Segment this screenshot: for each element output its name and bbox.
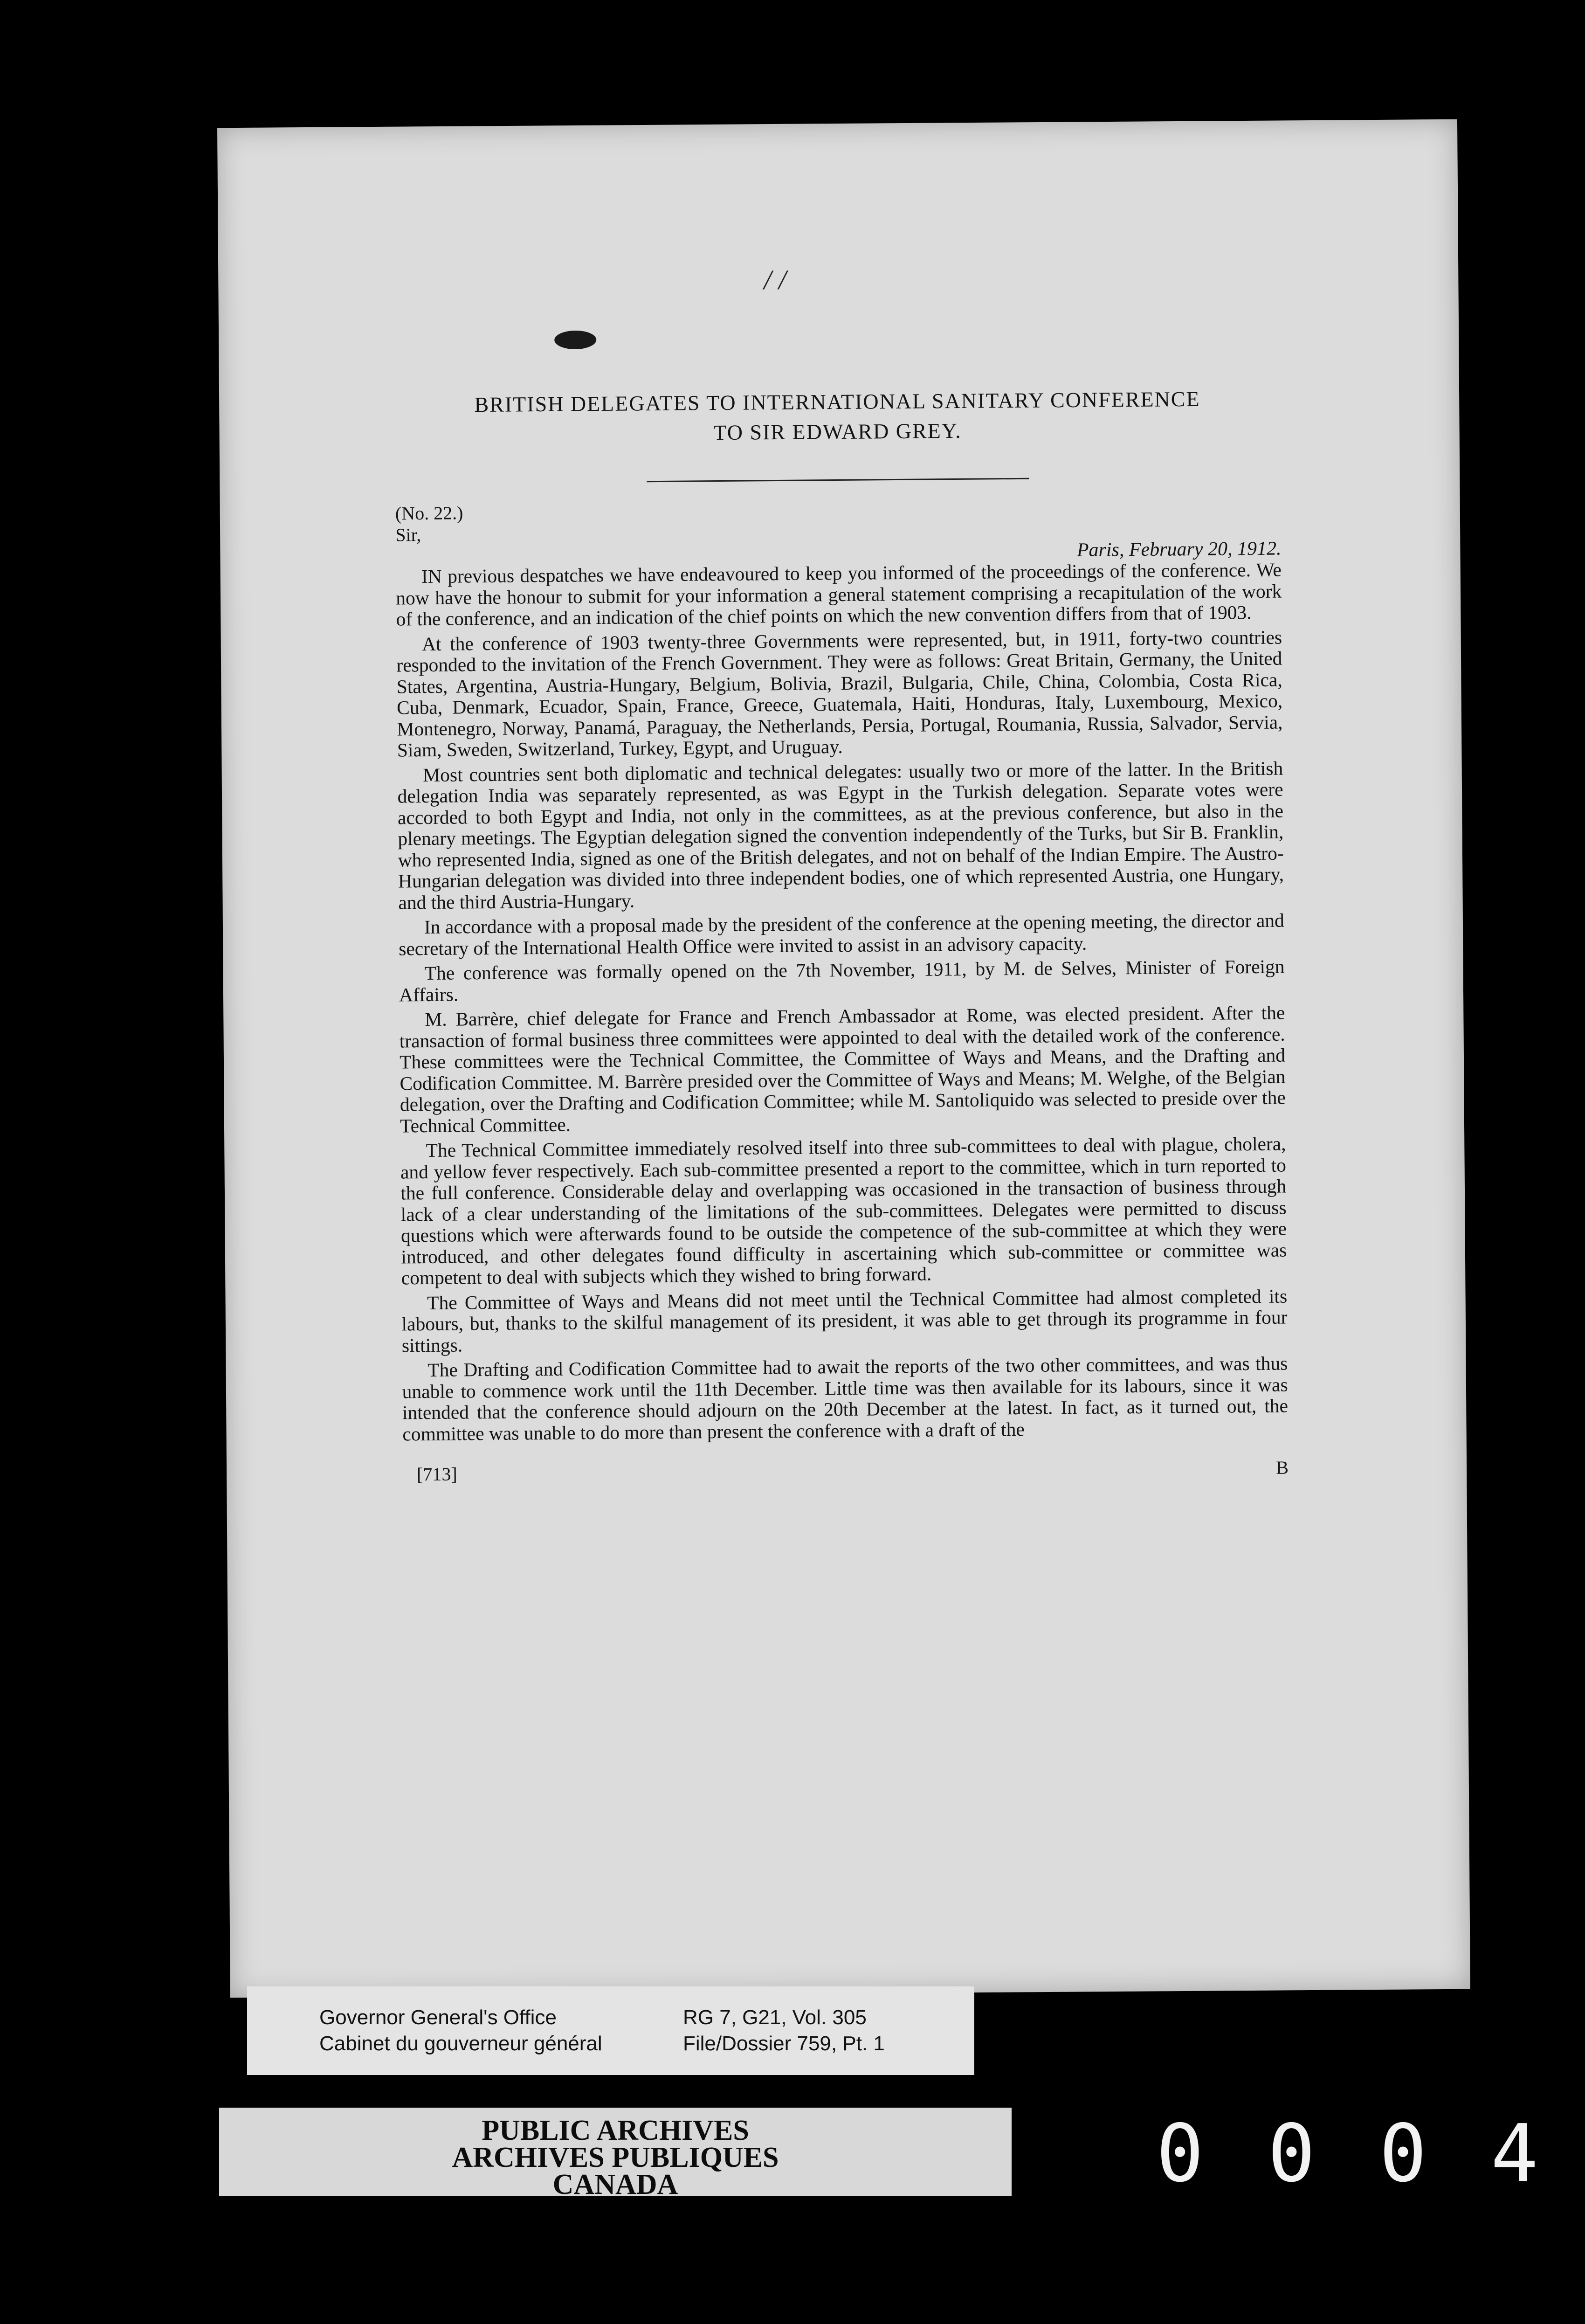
- document-title-line-1: BRITISH DELEGATES TO INTERNATIONAL SANITARY CONFERENCE: [474, 387, 1200, 417]
- paragraph: The Drafting and Codification Committee had to await the reports of the two other committees, and was thus unable to commence work until the 11th December. Little time was then available for its labours, since it was intended that the conference should adjourn on the 20th December at the latest. In fact, as it turned out, the committee was unable to do more than present the conference with a draft of the: [402, 1352, 1289, 1445]
- printer-number: [713]: [416, 1463, 457, 1485]
- dateline: Paris, February 20, 1912.: [1076, 538, 1282, 561]
- paragraph: M. Barrère, chief delegate for France and French Ambassador at Rome, was elected president. After the transaction of formal business three committees were appointed to deal with the detailed work of the conference. These committees were the Technical Committee, the Committee of Ways and Means, and the Drafting and Codification Committee. M. Barrère presided over the Committee of Ways and Means; M. Welghe, of the Belgian delegation, over the Drafting and Codification Committee; while M. Santoliquido was selected to preside over the Technical Committee.: [399, 1002, 1286, 1136]
- paragraph: In accordance with a proposal made by the president of the conference at the opening meeting, the director and secretary of the International Health Office were invited to assist in an advisory capacity.: [399, 909, 1284, 959]
- archive-label: [247, 1986, 974, 2075]
- archives-stamp-line-3: CANADA: [552, 2169, 678, 2200]
- paragraph: At the conference of 1903 twenty-three Governments were represented, but, in 1911, forty-two countries responded to the invitation of the French Government. They were as follows: Great Britain, Germany, the United States, Argentina, Austria-Hungary, Belgium, Bolivia, Brazil, Bulgaria, Chile, China, Colombia, Costa Rica, Cuba, Denmark, Ecuador, Spain, France, Greece, Guatemala, Haiti, Honduras, Italy, Luxembourg, Mexico, Montenegro, Norway, Panamá, Paraguay, the Netherlands, Persia, Portugal, Roumania, Russia, Salvador, Servia, Siam, Sweden, Switzerland, Turkey, Egypt, and Uruguay.: [396, 626, 1283, 761]
- office-english: Governor General's Office: [319, 2006, 557, 2029]
- signature-mark: B: [1276, 1457, 1289, 1478]
- title-rule: [647, 478, 1029, 482]
- paragraph: Most countries sent both diplomatic and technical delegates: usually two or more of the latter. In the British delegation India was separately represented, as was Egypt in the Turkish delegation. Separate votes were accorded to both Egypt and India, not only in the committees, as at the previous conference, but also in the plenary meetings. The Egyptian delegation signed the convention independently of the Turks, but Sir B. Franklin, who represented India, signed as one of the British delegates, and not on behalf of the Indian Empire. The Austro-Hungarian delegation was divided into three independent bodies, one of which represented Austria, one Hungary, and the third Austria-Hungary.: [397, 757, 1284, 913]
- paragraph: The conference was formally opened on the 7th November, 1911, by M. de Selves, Minister of Foreign Affairs.: [399, 955, 1285, 1005]
- paragraph: The Technical Committee immediately resolved itself into three sub-committees to deal with plague, cholera, and yellow fever respectively. Each sub-committee presented a report to the committee, which in turn reported to the full conference. Considerable delay and overlapping was occasioned in the transaction of business through lack of a clear understanding of the limitations of the sub-committees. Delegates were permitted to discuss questions which were afterwards found to be outside the competence of the sub-committee at which they were introduced, and other delegates found difficulty in ascertaining which sub-committee or committee was competent to deal with subjects which they wished to bring forward.: [400, 1133, 1287, 1289]
- salutation: Sir,: [395, 524, 421, 546]
- despatch-number: (No. 22.): [395, 502, 463, 524]
- archives-stamp: [219, 2108, 1012, 2200]
- archive-reference: [683, 2005, 885, 2057]
- document-title-line-2: TO SIR EDWARD GREY.: [713, 418, 962, 445]
- document-text: [394, 384, 1289, 1486]
- archive-office: [319, 2005, 674, 2057]
- pencil-marks: / /: [764, 264, 786, 296]
- paragraph: IN previous despatches we have endeavoured to keep you informed of the proceedings of the conference. We now have the honour to submit for your information a general statement comprising a recapitulation of the work of the conference, and an indication of the chief points on which the new convention differs from that of 1903.: [396, 559, 1282, 630]
- frame-number: [1156, 2108, 1538, 2200]
- paragraph: The Committee of Ways and Means did not meet until the Technical Committee had almost completed its labours, but, thanks to the skilful management of its president, it was able to get through its programme in four sittings.: [401, 1285, 1288, 1356]
- punch-hole: [554, 331, 596, 350]
- frame-digit: 0: [1379, 2108, 1427, 2200]
- office-french: Cabinet du gouverneur général: [319, 2032, 602, 2055]
- frame-digit: 0: [1268, 2108, 1316, 2200]
- frame-digit: 0: [1156, 2108, 1204, 2200]
- file-dossier: File/Dossier 759, Pt. 1: [683, 2032, 885, 2055]
- frame-digit: 4: [1490, 2108, 1538, 2200]
- record-group: RG 7, G21, Vol. 305: [683, 2006, 867, 2029]
- archives-stamp-line-2: ARCHIVES PUBLIQUES: [452, 2142, 779, 2173]
- archives-stamp-line-1: PUBLIC ARCHIVES: [482, 2115, 749, 2146]
